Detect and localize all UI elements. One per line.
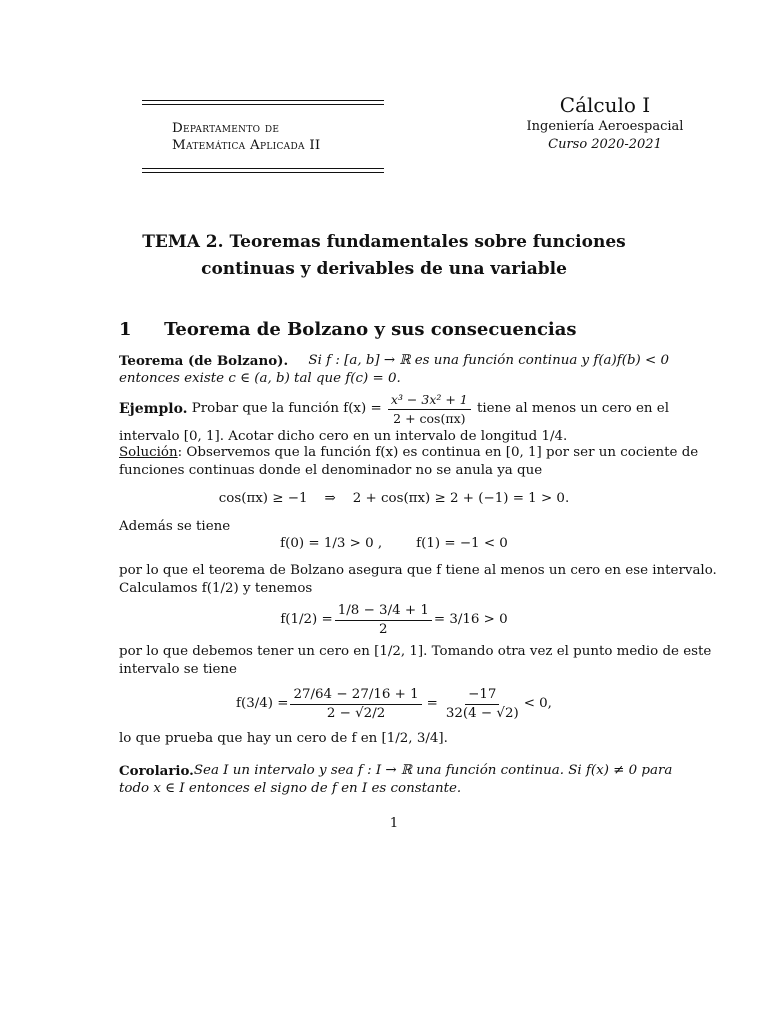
topic-title-line-2: continuas y derivables de una variable [201, 259, 567, 279]
course-block [520, 92, 690, 154]
eq4-equals: = [426, 696, 438, 711]
corollary-label: Corolario. [119, 763, 194, 779]
solution-line-2: funciones continuas donde el denominador no se anula ya que [119, 463, 543, 478]
department-line-1: Departamento de [172, 121, 280, 136]
text-midpoint-line-2: intervalo se tiene [119, 662, 237, 677]
equation-f-three-quarters [119, 684, 669, 724]
corollary-block [119, 762, 671, 798]
eq3-numerator: 1/8 − 3/4 + 1 [335, 603, 432, 621]
section-heading [119, 318, 577, 342]
theorem-statement-line-2: entonces existe c ∈ (a, b) tal que f(c) = 0. [119, 371, 401, 386]
eq4-numerator-2: −17 [465, 687, 499, 705]
text-bolzano-line-2: Calculamos f(1/2) y tenemos [119, 581, 313, 596]
academic-year: Curso 2020-2021 [548, 137, 662, 152]
text-ademas: Además se tiene [119, 519, 231, 534]
eq3-rhs: = 3/16 > 0 [433, 612, 508, 627]
example-block [119, 390, 669, 446]
theorem-statement-line-1: Si f : [a, b] → ℝ es una función continua y f(a)f(b) < 0 [308, 353, 669, 368]
eq4-rhs: < 0, [523, 696, 552, 711]
corollary-line-1: Sea I un intervalo y sea f : I → ℝ una función continua. Si f(x) ≠ 0 para [193, 763, 673, 778]
text-conclusion: lo que prueba que hay un cero de f en [1/2, 3/4]. [119, 731, 448, 746]
eq3-denominator: 2 [379, 621, 388, 637]
text-midpoint [119, 643, 712, 679]
eq4-numerator-1: 27/64 − 27/16 + 1 [290, 687, 421, 705]
corollary-line-2: todo x ∈ I entonces el signo de f en I es constante. [119, 781, 462, 796]
section-number: 1 [119, 319, 132, 340]
eq4-denominator-1: 2 − √2/2 [326, 705, 386, 721]
example-text-before: Probar que la función f(x) = [191, 401, 382, 416]
department-name [172, 120, 321, 154]
header-rule-bottom [142, 168, 384, 173]
equation-cosine-bound: cos(πx) ≥ −1 ⇒ 2 + cos(πx) ≥ 2 + (−1) = 1 > 0. [218, 491, 570, 506]
text-bolzano-conclusion [119, 562, 717, 598]
degree-name: Ingeniería Aeroespacial [526, 119, 684, 134]
topic-title-line-1: TEMA 2. Teoremas fundamentales sobre funciones [142, 232, 626, 252]
eq3-fraction [335, 603, 432, 638]
text-bolzano-line-1: por lo que el teorema de Bolzano asegura que f tiene al menos un cero en ese intervalo. [119, 563, 717, 578]
topic-title [100, 229, 668, 283]
example-text-after: tiene al menos un cero en el [476, 401, 669, 416]
bolzano-theorem [119, 352, 669, 388]
equation-f-half [119, 600, 669, 640]
example-line-2: intervalo [0, 1]. Acotar dicho cero en un intervalo de longitud 1/4. [119, 429, 568, 444]
solution-line-1: : Observemos que la función f(x) es continua en [0, 1] por ser un cociente de [177, 445, 699, 460]
theorem-label: Teorema (de Bolzano). [119, 353, 289, 369]
example-label: Ejemplo. [119, 401, 188, 417]
header-rule-top [142, 100, 384, 105]
department-line-2: Matemática Aplicada II [172, 138, 321, 153]
example-fraction-denominator: 2 + cos(πx) [393, 410, 466, 426]
example-fraction [388, 392, 471, 427]
eq4-lhs: f(3/4) = [236, 696, 289, 711]
eq4-denominator-2: 32(4 − √2) [445, 705, 519, 721]
solution-label: Solución [119, 445, 178, 460]
page-number: 1 [389, 816, 399, 831]
section-title: Teorema de Bolzano y sus consecuencias [164, 319, 577, 340]
text-midpoint-line-1: por lo que debemos tener un cero en [1/2, 1]. Tomando otra vez el punto medio de este [119, 644, 712, 659]
eq4-fraction-2 [443, 687, 522, 722]
course-title: Cálculo I [559, 93, 651, 117]
eq3-lhs: f(1/2) = [280, 612, 333, 627]
eq4-fraction-1 [290, 687, 421, 722]
example-fraction-numerator: x³ − 3x² + 1 [388, 392, 471, 410]
equation-endpoint-values: f(0) = 1/3 > 0 , f(1) = −1 < 0 [280, 536, 508, 551]
solution-block [119, 444, 699, 480]
